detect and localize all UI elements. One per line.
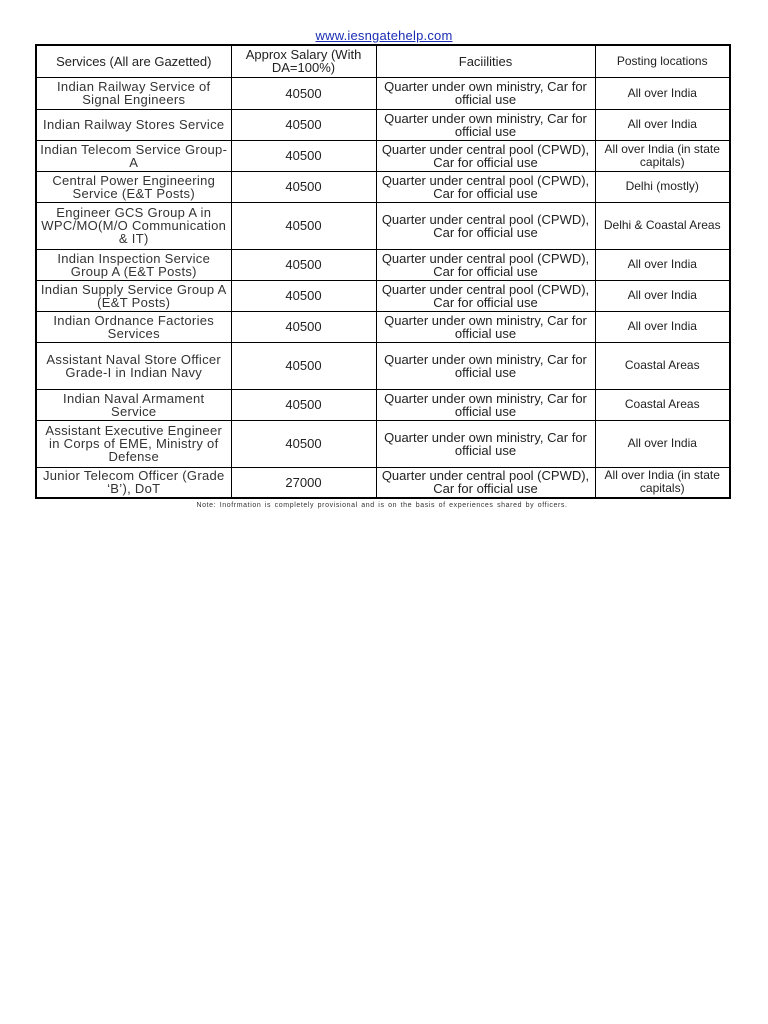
table-row xyxy=(36,342,730,389)
salary-cell: 40500 xyxy=(231,140,376,171)
location-cell: All over India xyxy=(595,249,730,280)
table-row xyxy=(36,202,730,249)
table-row xyxy=(36,389,730,420)
facilities-cell: Quarter under own ministry, Car for official use xyxy=(376,109,595,140)
column-header-locations: Posting locations xyxy=(595,45,730,77)
location-cell: Coastal Areas xyxy=(595,342,730,389)
facilities-cell: Quarter under central pool (CPWD), Car for official use xyxy=(376,249,595,280)
column-header-salary: Approx Salary (With DA=100%) xyxy=(231,45,376,77)
facilities-cell: Quarter under central pool (CPWD), Car for official use xyxy=(376,202,595,249)
salary-cell: 40500 xyxy=(231,202,376,249)
service-cell: Indian Inspection Service Group A (E&T Posts) xyxy=(36,249,231,280)
service-cell: Assistant Executive Engineer in Corps of EME, Ministry of Defense xyxy=(36,420,231,467)
facilities-cell: Quarter under own ministry, Car for official use xyxy=(376,311,595,342)
service-cell: Central Power Engineering Service (E&T Posts) xyxy=(36,171,231,202)
service-cell: Indian Naval Armament Service xyxy=(36,389,231,420)
services-table xyxy=(35,44,731,499)
header-row xyxy=(36,45,730,77)
service-cell: Indian Railway Stores Service xyxy=(36,109,231,140)
location-cell: Coastal Areas xyxy=(595,389,730,420)
service-cell: Indian Railway Service of Signal Engineers xyxy=(36,77,231,109)
salary-cell: 40500 xyxy=(231,109,376,140)
facilities-cell: Quarter under central pool (CPWD), Car for official use xyxy=(376,280,595,311)
table-row xyxy=(36,109,730,140)
location-cell: Delhi & Coastal Areas xyxy=(595,202,730,249)
location-cell: All over India (in state capitals) xyxy=(595,140,730,171)
table-row xyxy=(36,249,730,280)
salary-cell: 40500 xyxy=(231,342,376,389)
salary-cell: 40500 xyxy=(231,171,376,202)
facilities-cell: Quarter under central pool (CPWD), Car for official use xyxy=(376,140,595,171)
facilities-cell: Quarter under own ministry, Car for official use xyxy=(376,342,595,389)
salary-cell: 27000 xyxy=(231,467,376,498)
column-header-services: Services (All are Gazetted) xyxy=(36,45,231,77)
facilities-cell: Quarter under central pool (CPWD), Car for official use xyxy=(376,171,595,202)
location-cell: All over India xyxy=(595,109,730,140)
service-cell: Engineer GCS Group A in WPC/MO(M/O Communication & IT) xyxy=(36,202,231,249)
salary-cell: 40500 xyxy=(231,420,376,467)
location-cell: All over India xyxy=(595,77,730,109)
column-header-facilities: Faciilities xyxy=(376,45,595,77)
website-link[interactable]: www.iesngatehelp.com xyxy=(315,28,453,43)
table-row xyxy=(36,311,730,342)
salary-cell: 40500 xyxy=(231,311,376,342)
footer-note: Note: Inofrmation is completely provisional and is on the basis of experiences shared by officers. xyxy=(196,502,568,509)
table-row xyxy=(36,420,730,467)
service-cell: Indian Telecom Service Group-A xyxy=(36,140,231,171)
salary-cell: 40500 xyxy=(231,249,376,280)
salary-cell: 40500 xyxy=(231,389,376,420)
salary-cell: 40500 xyxy=(231,77,376,109)
table-row xyxy=(36,280,730,311)
table-row xyxy=(36,171,730,202)
table-row xyxy=(36,140,730,171)
facilities-cell: Quarter under own ministry, Car for official use xyxy=(376,420,595,467)
salary-cell: 40500 xyxy=(231,280,376,311)
facilities-cell: Quarter under own ministry, Car for official use xyxy=(376,389,595,420)
location-cell: Delhi (mostly) xyxy=(595,171,730,202)
table-row xyxy=(36,467,730,498)
service-cell: Junior Telecom Officer (Grade ‘B’), DoT xyxy=(36,467,231,498)
location-cell: All over India xyxy=(595,420,730,467)
service-cell: Indian Ordnance Factories Services xyxy=(36,311,231,342)
location-cell: All over India xyxy=(595,311,730,342)
facilities-cell: Quarter under central pool (CPWD), Car for official use xyxy=(376,467,595,498)
table-row xyxy=(36,77,730,109)
service-cell: Assistant Naval Store Officer Grade-I in Indian Navy xyxy=(36,342,231,389)
facilities-cell: Quarter under own ministry, Car for official use xyxy=(376,77,595,109)
location-cell: All over India (in state capitals) xyxy=(595,467,730,498)
location-cell: All over India xyxy=(595,280,730,311)
service-cell: Indian Supply Service Group A (E&T Posts) xyxy=(36,280,231,311)
